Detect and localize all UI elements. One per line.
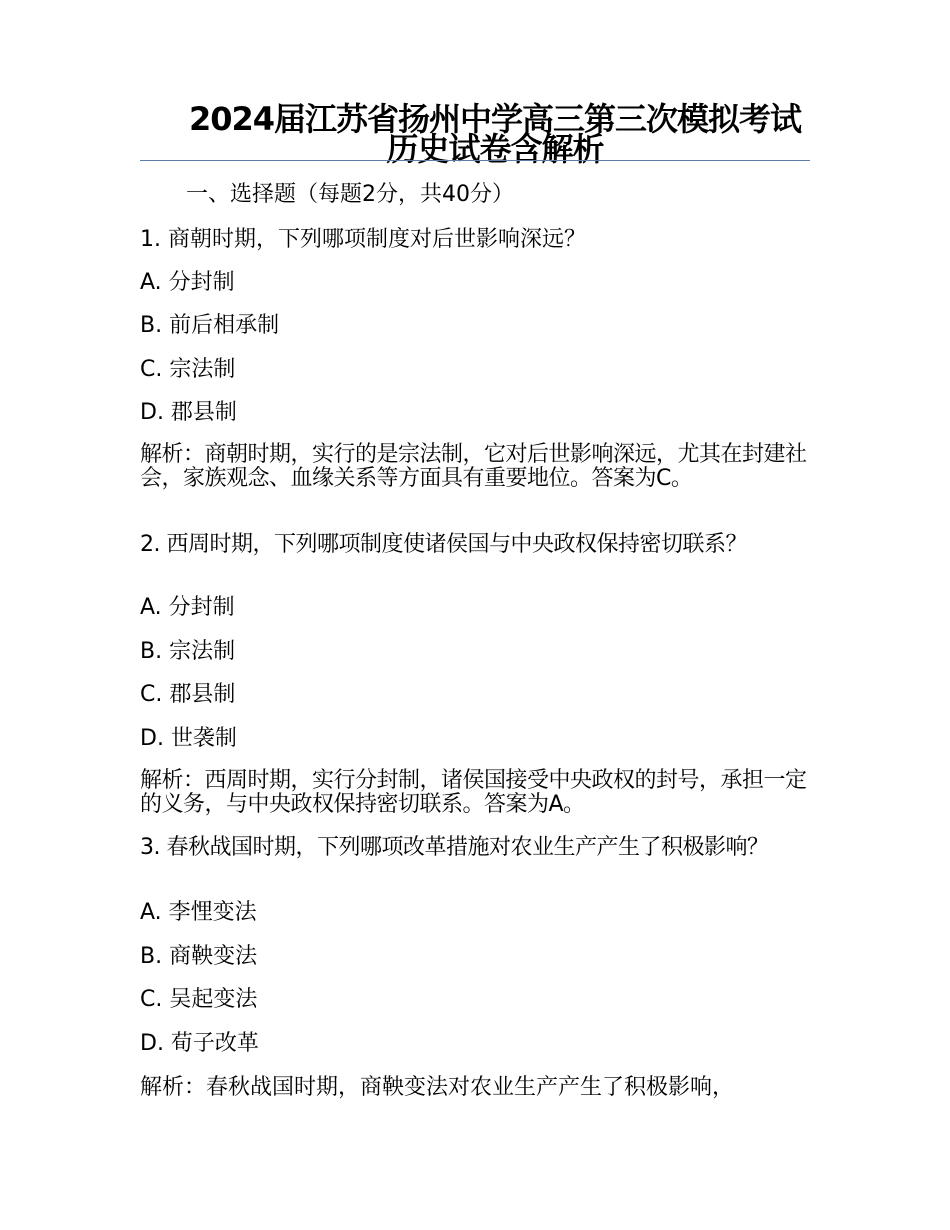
question-1-analysis: 解析：商朝时期，实行的是宗法制，它对后世影响深远，尤其在封建社会，家族观念、血缘关系等方面具有重要地位。答案为C。 xyxy=(140,442,807,491)
section-heading: 一、选择题（每题2分，共40分） xyxy=(186,182,514,207)
document-title: 2024届江苏省扬州中学高三第三次模拟考试历史试卷含解析 xyxy=(188,100,802,168)
question-2-stem: 2. 西周时期，下列哪项制度使诸侯国与中央政权保持密切联系？ xyxy=(140,532,747,557)
question-3-option-d: D. 荀子改革 xyxy=(140,1031,259,1056)
title-divider xyxy=(140,160,810,161)
question-2-option-b: B. 宗法制 xyxy=(140,639,236,664)
question-3-stem: 3. 春秋战国时期，下列哪项改革措施对农业生产产生了积极影响？ xyxy=(140,835,769,860)
question-1-option-c: C. 宗法制 xyxy=(140,357,236,382)
question-2-analysis: 解析：西周时期，实行分封制，诸侯国接受中央政权的封号，承担一定的义务，与中央政权保持密切联系。答案为A。 xyxy=(140,768,807,817)
question-1-option-b: B. 前后相承制 xyxy=(140,313,280,338)
question-1-option-d: D. 郡县制 xyxy=(140,400,237,425)
question-1-stem: 1. 商朝时期，下列哪项制度对后世影响深远？ xyxy=(140,227,586,252)
question-3-option-a: A. 李悝变法 xyxy=(140,900,257,925)
question-2-option-d: D. 世袭制 xyxy=(140,726,237,751)
question-2-option-a: A. 分封制 xyxy=(140,595,235,620)
question-3-option-b: B. 商鞅变法 xyxy=(140,944,258,969)
question-3-option-c: C. 吴起变法 xyxy=(140,987,258,1012)
question-1-option-a: A. 分封制 xyxy=(140,270,235,295)
question-2-option-c: C. 郡县制 xyxy=(140,682,236,707)
question-3-analysis: 解析：春秋战国时期，商鞅变法对农业生产产生了积极影响， xyxy=(140,1075,735,1100)
